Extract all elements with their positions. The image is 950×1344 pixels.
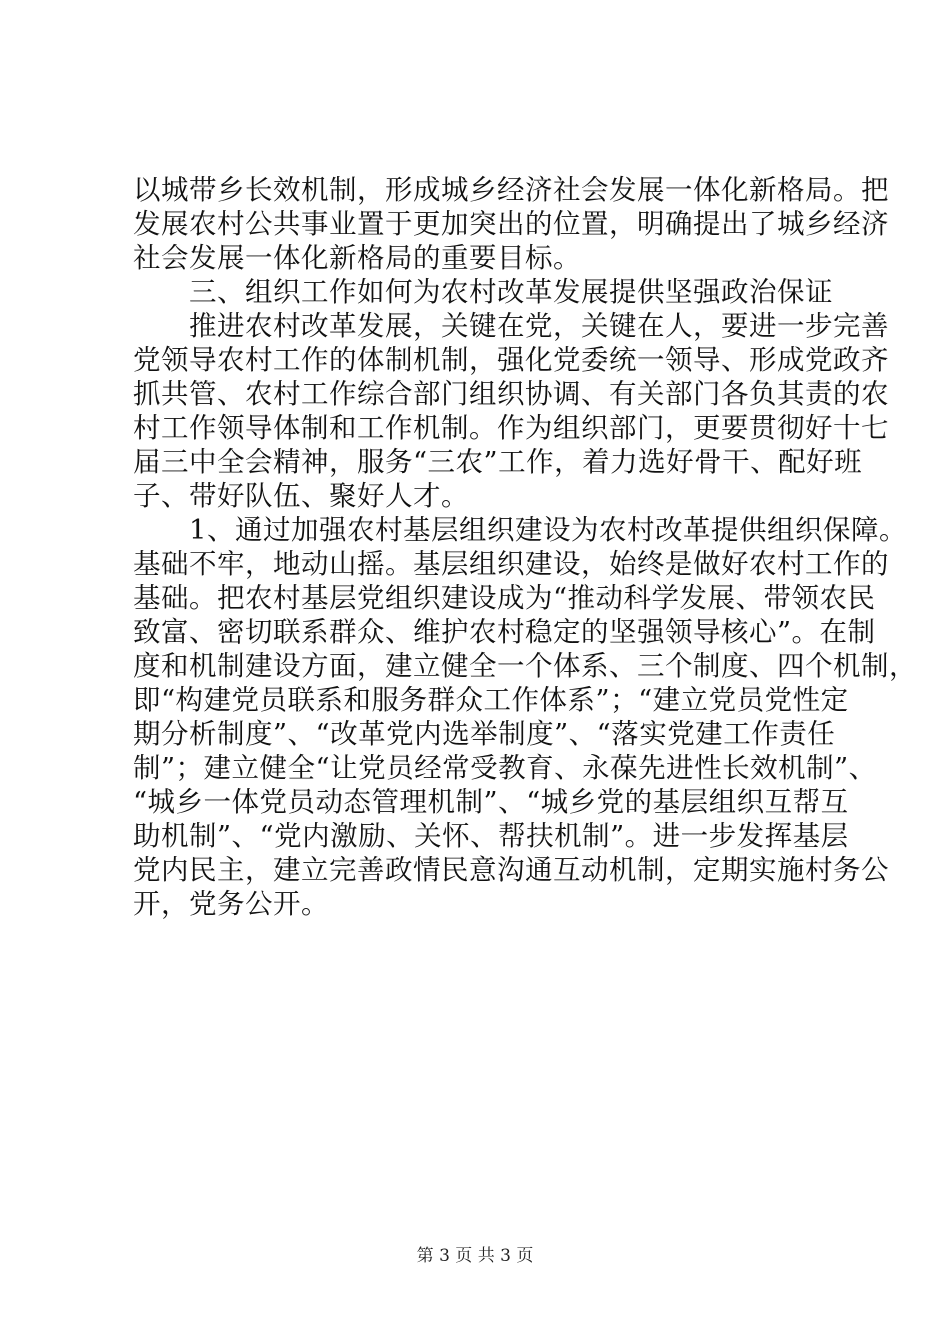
text-line: 开，党务公开。	[133, 888, 329, 920]
text-line: 助机制”、“党内激励、关怀、帮扶机制”。进一步发挥基层	[133, 820, 849, 852]
text-line: 子、带好队伍、聚好人才。	[133, 480, 469, 512]
text-line: 制”；建立健全“让党员经常受教育、永葆先进性长效机制”、	[133, 752, 877, 784]
text-line: 发展农村公共事业置于更加突出的位置，明确提出了城乡经济	[133, 208, 889, 240]
text-line: 推进农村改革发展，关键在党，关键在人，要进一步完善	[133, 310, 889, 342]
text-line: 以城带乡长效机制，形成城乡经济社会发展一体化新格局。把	[133, 174, 889, 206]
text-line: 抓共管、农村工作综合部门组织协调、有关部门各负其责的农	[133, 378, 889, 410]
text-line: “城乡一体党员动态管理机制”、“城乡党的基层组织互帮互	[133, 786, 849, 818]
text-line: 社会发展一体化新格局的重要目标。	[133, 242, 581, 274]
subsection-heading: 1、通过加强农村基层组织建设为农村改革提供组织保障。	[133, 514, 907, 546]
text-line: 度和机制建设方面，建立健全一个体系、三个制度、四个机制，	[133, 650, 917, 682]
page-footer: 第 3 页 共 3 页	[416, 1246, 534, 1266]
text-line: 村工作领导体制和工作机制。作为组织部门，更要贯彻好十七	[133, 412, 889, 444]
text-line: 届三中全会精神，服务“三农”工作，着力选好骨干、配好班	[133, 446, 863, 478]
section-heading: 三、组织工作如何为农村改革发展提供坚强政治保证	[133, 276, 833, 308]
text-line: 致富、密切联系群众、维护农村稳定的坚强领导核心”。在制	[133, 616, 876, 648]
text-line: 期分析制度”、“改革党内选举制度”、“落实党建工作责任	[133, 718, 836, 750]
text-line: 即“构建党员联系和服务群众工作体系”；“建立党员党性定	[133, 684, 849, 716]
text-line: 党内民主，建立完善政情民意沟通互动机制，定期实施村务公	[133, 854, 889, 886]
text-line: 党领导农村工作的体制机制，强化党委统一领导、形成党政齐	[133, 344, 889, 376]
text-line: 基础。把农村基层党组织建设成为“推动科学发展、带领农民	[133, 582, 876, 614]
text-line: 基础不牢，地动山摇。基层组织建设，始终是做好农村工作的	[133, 548, 889, 580]
